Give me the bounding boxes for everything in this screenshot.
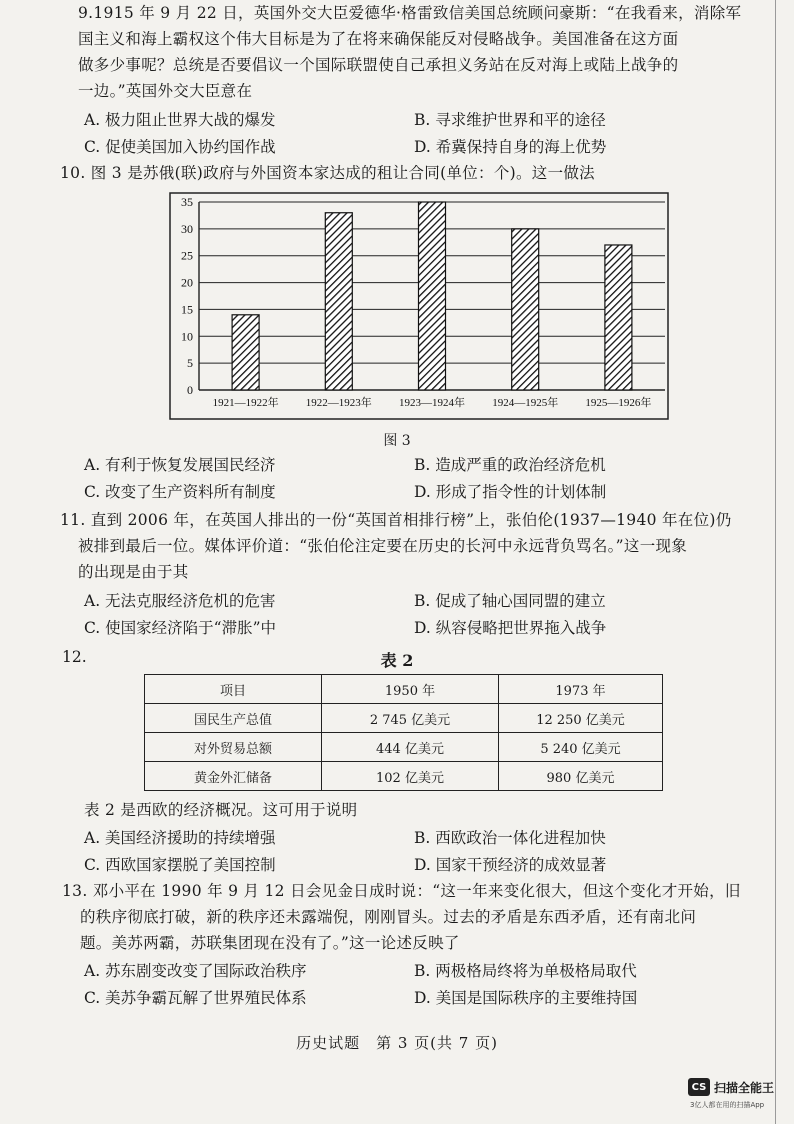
- question-13-line: 的秩序彻底打破，新的秩序还未露端倪，刚刚冒头。过去的矛盾是东西矛盾，还有南北问: [80, 908, 697, 926]
- question-9: [78, 0, 758, 104]
- bar: [325, 213, 352, 390]
- scan-edge-line: [775, 0, 776, 1124]
- option-d[interactable]: D. 国家干预经济的成效显著: [414, 856, 607, 874]
- watermark-subtitle: 3亿人都在用的扫描App: [690, 1101, 765, 1109]
- table-cell: 12 250 亿美元: [499, 704, 663, 733]
- question-13-line: 13. 邓小平在 1990 年 9 月 12 日会见金日成时说：“这一年来变化很大，但这个变化才开始，旧: [62, 882, 741, 900]
- x-tick-label: 1924—1925年: [492, 397, 559, 409]
- page-footer: 历史试题 第 3 页(共 7 页): [296, 1034, 498, 1052]
- question-11-options: [84, 588, 744, 642]
- option-c[interactable]: C. 西欧国家摆脱了美国控制: [84, 856, 276, 874]
- table-cell: 2 745 亿美元: [322, 704, 499, 733]
- option-a[interactable]: A. 极力阻止世界大战的爆发: [84, 111, 276, 129]
- table-header-cell: 1950 年: [322, 675, 499, 704]
- camscanner-logo-icon: CS: [688, 1078, 710, 1096]
- y-tick-label: 25: [181, 248, 193, 263]
- x-tick-label: 1925—1926年: [585, 397, 652, 409]
- scanner-watermark: [688, 1078, 774, 1096]
- table-header-cell: 1973 年: [499, 675, 663, 704]
- table-cell: 国民生产总值: [145, 704, 322, 733]
- option-d[interactable]: D. 美国是国际秩序的主要维持国: [414, 989, 638, 1007]
- question-12-line: 表 2 是西欧的经济概况。这可用于说明: [84, 801, 358, 819]
- option-b[interactable]: B. 西欧政治一体化进程加快: [414, 829, 606, 847]
- option-a[interactable]: A. 美国经济援助的持续增强: [84, 829, 276, 847]
- x-tick-label: 1923—1924年: [399, 397, 465, 409]
- question-10: [60, 160, 740, 186]
- option-b[interactable]: B. 寻求维护世界和平的途径: [414, 111, 606, 129]
- question-11-line: 的出现是由于其: [78, 563, 189, 581]
- question-9-line: 9.1915 年 9 月 22 日，英国外交大臣爱德华·格雷致信美国总统顾问豪斯：“在我看来，消除军: [78, 4, 742, 22]
- question-10-line: 10. 图 3 是苏俄(联)政府与外国资本家达成的租让合同(单位：个)。这一做法: [60, 164, 595, 182]
- option-b[interactable]: B. 促成了轴心国同盟的建立: [414, 592, 606, 610]
- question-13-options: [84, 958, 744, 1012]
- watermark-name: 扫描全能王: [714, 1080, 775, 1095]
- y-tick-label: 0: [187, 383, 193, 397]
- table-cell: 980 亿美元: [499, 762, 663, 791]
- option-a[interactable]: A. 苏东剧变改变了国际政治秩序: [84, 962, 307, 980]
- option-c[interactable]: C. 促使美国加入协约国作战: [84, 138, 276, 156]
- question-11-line: 11. 直到 2006 年，在英国人排出的一份“英国首相排行榜”上，张伯伦(1937—1940 年在位)仍: [60, 511, 732, 529]
- table-cell: 5 240 亿美元: [499, 733, 663, 762]
- question-12-stem: [84, 797, 764, 823]
- table-row: [145, 704, 663, 733]
- y-tick-label: 10: [181, 329, 193, 344]
- option-d[interactable]: D. 纵容侵略把世界拖入战争: [414, 619, 607, 637]
- question-12-options: [84, 825, 744, 879]
- option-a[interactable]: A. 有利于恢复发展国民经济: [84, 456, 276, 474]
- option-d[interactable]: D. 希冀保持自身的海上优势: [414, 138, 607, 156]
- question-9-line: 国主义和海上霸权这个伟大目标是为了在将来确保能反对侵略战争。美国准备在这方面: [78, 30, 679, 48]
- bar: [512, 229, 539, 390]
- y-tick-label: 35: [181, 195, 193, 209]
- question-11-line: 被排到最后一位。媒体评价道：“张伯伦注定要在历史的长河中永远背负骂名。”这一现象: [78, 537, 688, 555]
- y-tick-label: 15: [181, 302, 193, 317]
- question-12-number: 12.: [62, 648, 87, 666]
- table-row: [145, 762, 663, 791]
- table-header-row: [145, 675, 663, 704]
- question-11: [60, 507, 740, 585]
- question-13-line: 题。美苏两霸，苏联集团现在没有了。”这一论述反映了: [80, 934, 460, 952]
- bar: [605, 245, 632, 390]
- question-9-options: [84, 107, 744, 161]
- table-cell: 对外贸易总额: [145, 733, 322, 762]
- bar-chart-svg: [169, 192, 669, 420]
- option-c[interactable]: C. 改变了生产资料所有制度: [84, 483, 276, 501]
- table-cell: 黄金外汇储备: [145, 762, 322, 791]
- table-header-cell: 项目: [145, 675, 322, 704]
- y-tick-label: 5: [187, 356, 193, 371]
- option-b[interactable]: B. 造成严重的政治经济危机: [414, 456, 606, 474]
- question-9-line: 一边。”英国外交大臣意在: [78, 82, 253, 100]
- bar: [419, 202, 446, 390]
- option-b[interactable]: B. 两极格局终将为单极格局取代: [414, 962, 637, 980]
- figure-caption: 图 3: [383, 433, 411, 449]
- y-tick-label: 30: [181, 221, 193, 236]
- table-cell: 444 亿美元: [322, 733, 499, 762]
- table-cell: 102 亿美元: [322, 762, 499, 791]
- table-title: 表 2: [380, 651, 414, 670]
- figure-3-chart: [169, 192, 669, 420]
- y-tick-label: 20: [181, 275, 193, 290]
- x-tick-label: 1922—1923年: [305, 397, 372, 409]
- table-2: [144, 674, 663, 791]
- question-10-options: [84, 452, 744, 506]
- table-row: [145, 733, 663, 762]
- question-9-line: 做多少事呢？总统是否要倡议一个国际联盟使自己承担义务站在反对海上或陆上战争的: [78, 56, 679, 74]
- option-d[interactable]: D. 形成了指令性的计划体制: [414, 483, 607, 501]
- option-c[interactable]: C. 美苏争霸瓦解了世界殖民体系: [84, 989, 307, 1007]
- bar: [232, 315, 259, 390]
- question-13: [62, 878, 742, 956]
- option-c[interactable]: C. 使国家经济陷于“滞胀”中: [84, 619, 277, 637]
- option-a[interactable]: A. 无法克服经济危机的危害: [84, 592, 276, 610]
- x-tick-label: 1921—1922年: [212, 397, 279, 409]
